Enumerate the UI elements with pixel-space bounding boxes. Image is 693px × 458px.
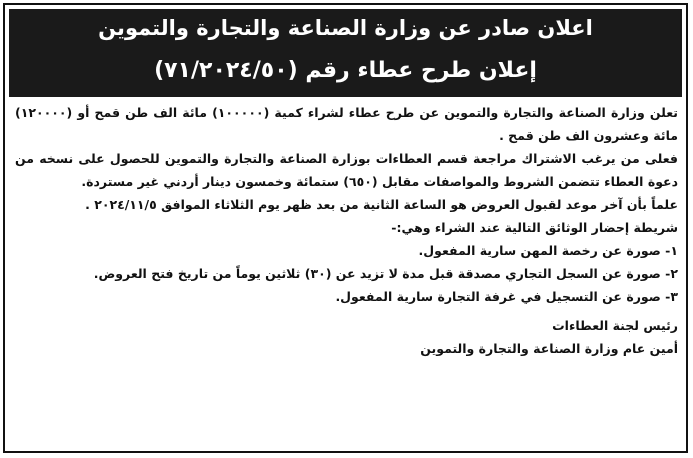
paragraph-deadline: علماً بأن آخر موعد لقبول العروض هو الساعة الثانية من بعد ظهر يوم الثلاثاء الموافق ٢٠٢٤/١١/٥ . — [85, 197, 678, 212]
announcement-frame — [3, 3, 688, 453]
paragraph-participation: فعلى من يرغب الاشتراك مراجعة قسم العطاءات بوزارة الصناعة والتجارة والتموين للحصول على نسخه من دعوة العطاء تتضمن الشروط والمواصفات مقابل (٦٥٠) ستمائة وخمسون دينار أردني غير مستردة. — [15, 151, 678, 189]
list-item: ٢- صورة عن السجل التجاري مصدقة قبل مدة لا تزيد عن (٣٠) ثلاثين يوماً من تاريخ فتح العروض. — [93, 266, 678, 281]
announcement-body — [15, 101, 678, 360]
tender-number-title: إعلان طرح عطاء رقم (٧١/٢٠٢٤/٥٠) — [154, 58, 537, 83]
header-title: اعلان صادر عن وزارة الصناعة والتجارة والتموين — [98, 16, 593, 40]
list-item: ١- صورة عن رخصة المهن سارية المفعول. — [418, 243, 678, 258]
paragraph-documents-intro: شريطة إحضار الوثائق التالية عند الشراء وهي:- — [391, 220, 678, 235]
announcement-header — [9, 9, 682, 97]
paragraph-tender-quantity: تعلن وزارة الصناعة والتجارة والتموين عن طرح عطاء لشراء كمية (١٠٠٠٠٠) مائة الف طن قمح أو (١٢٠٠٠٠) مائة وعشرون الف طن قمح . — [15, 105, 678, 143]
list-item: ٣- صورة عن التسجيل في غرفة التجارة سارية المفعول. — [335, 289, 678, 304]
signature-title: رئيس لجنة العطاءات — [552, 318, 678, 333]
signature-block — [15, 314, 678, 360]
signature-name: أمين عام وزارة الصناعة والتجارة والتموين — [420, 341, 678, 356]
required-documents-list — [15, 239, 678, 308]
